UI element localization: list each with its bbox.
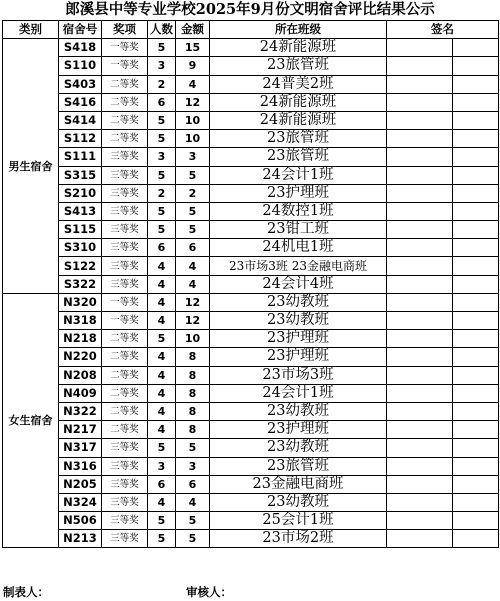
class-name: 23幼教班 xyxy=(210,493,387,511)
signature-cell[interactable] xyxy=(453,130,499,148)
signature-cell[interactable] xyxy=(453,148,499,166)
class-name: 24新能源班 xyxy=(210,39,387,57)
award-level: 二等奖 xyxy=(102,93,148,111)
table-row xyxy=(3,366,499,384)
award-level: 三等奖 xyxy=(102,239,148,257)
signature-cell[interactable] xyxy=(387,184,453,202)
class-name: 23旅管班 xyxy=(210,57,387,75)
room-number: N205 xyxy=(59,475,102,493)
signature-cell[interactable] xyxy=(387,457,453,475)
award-level: 三等奖 xyxy=(102,184,148,202)
amount-value: 9 xyxy=(176,57,210,75)
people-count: 5 xyxy=(148,130,176,148)
people-count: 5 xyxy=(148,39,176,57)
signature-cell[interactable] xyxy=(387,402,453,420)
signature-cell[interactable] xyxy=(453,75,499,93)
award-level: 三等奖 xyxy=(102,493,148,511)
header-sign: 签名 xyxy=(387,21,499,39)
room-number: S210 xyxy=(59,184,102,202)
signature-cell[interactable] xyxy=(453,475,499,493)
signature-cell[interactable] xyxy=(387,384,453,402)
table-row xyxy=(3,439,499,457)
class-name: 24普美2班 xyxy=(210,75,387,93)
signature-cell[interactable] xyxy=(453,257,499,275)
signature-cell[interactable] xyxy=(453,57,499,75)
signature-cell[interactable] xyxy=(387,75,453,93)
room-number: S112 xyxy=(59,130,102,148)
amount-value: 5 xyxy=(176,202,210,220)
header-room: 宿舍号 xyxy=(59,21,102,39)
table-row xyxy=(3,39,499,57)
table-row xyxy=(3,330,499,348)
signature-cell[interactable] xyxy=(453,312,499,330)
room-number: N317 xyxy=(59,439,102,457)
people-count: 5 xyxy=(148,221,176,239)
amount-value: 4 xyxy=(176,275,210,293)
signature-cell[interactable] xyxy=(387,512,453,530)
table-row xyxy=(3,166,499,184)
award-level: 三等奖 xyxy=(102,221,148,239)
award-level: 一等奖 xyxy=(102,293,148,311)
table-row xyxy=(3,457,499,475)
footer-maker-label: 制表人： xyxy=(3,585,49,599)
room-number: S413 xyxy=(59,202,102,220)
class-name: 23市场3班 23金融电商班 xyxy=(210,257,387,275)
award-level: 二等奖 xyxy=(102,330,148,348)
table-body xyxy=(3,39,499,548)
class-name: 23护理班 xyxy=(210,330,387,348)
header-people: 人数 xyxy=(148,21,176,39)
signature-cell[interactable] xyxy=(387,93,453,111)
room-number: N506 xyxy=(59,512,102,530)
signature-cell[interactable] xyxy=(453,93,499,111)
award-level: 二等奖 xyxy=(102,130,148,148)
signature-cell[interactable] xyxy=(453,221,499,239)
amount-value: 3 xyxy=(176,148,210,166)
signature-cell[interactable] xyxy=(453,439,499,457)
room-number: N320 xyxy=(59,293,102,311)
amount-value: 4 xyxy=(176,75,210,93)
award-level: 二等奖 xyxy=(102,348,148,366)
header-amount: 金额 xyxy=(176,21,210,39)
people-count: 4 xyxy=(148,384,176,402)
signature-cell[interactable] xyxy=(453,421,499,439)
people-count: 5 xyxy=(148,111,176,129)
room-number: S416 xyxy=(59,93,102,111)
room-number: N220 xyxy=(59,348,102,366)
signature-cell[interactable] xyxy=(453,512,499,530)
class-name: 23旅管班 xyxy=(210,457,387,475)
table-row xyxy=(3,93,499,111)
signature-cell[interactable] xyxy=(387,202,453,220)
table-row xyxy=(3,348,499,366)
people-count: 3 xyxy=(148,57,176,75)
people-count: 5 xyxy=(148,202,176,220)
people-count: 4 xyxy=(148,366,176,384)
amount-value: 5 xyxy=(176,512,210,530)
signature-cell[interactable] xyxy=(387,148,453,166)
people-count: 4 xyxy=(148,293,176,311)
people-count: 4 xyxy=(148,312,176,330)
amount-value: 6 xyxy=(176,239,210,257)
amount-value: 5 xyxy=(176,439,210,457)
amount-value: 10 xyxy=(176,330,210,348)
signature-cell[interactable] xyxy=(453,39,499,57)
award-level: 二等奖 xyxy=(102,402,148,420)
room-number: S418 xyxy=(59,39,102,57)
table-row xyxy=(3,530,499,548)
award-level: 三等奖 xyxy=(102,257,148,275)
award-level: 三等奖 xyxy=(102,166,148,184)
signature-cell[interactable] xyxy=(387,493,453,511)
room-number: N318 xyxy=(59,312,102,330)
class-name: 23市场2班 xyxy=(210,530,387,548)
room-number: S111 xyxy=(59,148,102,166)
signature-cell[interactable] xyxy=(453,330,499,348)
class-name: 23幼教班 xyxy=(210,402,387,420)
people-count: 6 xyxy=(148,475,176,493)
amount-value: 10 xyxy=(176,111,210,129)
room-number: S310 xyxy=(59,239,102,257)
class-name: 23幼教班 xyxy=(210,293,387,311)
class-name: 24数控1班 xyxy=(210,202,387,220)
amount-value: 12 xyxy=(176,293,210,311)
signature-cell[interactable] xyxy=(387,39,453,57)
room-number: S115 xyxy=(59,221,102,239)
table-row xyxy=(3,111,499,129)
signature-cell[interactable] xyxy=(387,57,453,75)
signature-cell[interactable] xyxy=(387,312,453,330)
table-row xyxy=(3,148,499,166)
people-count: 4 xyxy=(148,402,176,420)
table-row xyxy=(3,130,499,148)
award-level: 三等奖 xyxy=(102,275,148,293)
table-row xyxy=(3,275,499,293)
class-name: 23旅管班 xyxy=(210,130,387,148)
class-name: 23幼教班 xyxy=(210,312,387,330)
class-name: 25会计1班 xyxy=(210,512,387,530)
award-level: 一等奖 xyxy=(102,312,148,330)
amount-value: 8 xyxy=(176,366,210,384)
signature-cell[interactable] xyxy=(453,348,499,366)
signature-cell[interactable] xyxy=(387,366,453,384)
header-row xyxy=(3,21,499,39)
class-name: 23钳工班 xyxy=(210,221,387,239)
amount-value: 12 xyxy=(176,93,210,111)
amount-value: 12 xyxy=(176,312,210,330)
class-name: 23旅管班 xyxy=(210,148,387,166)
class-name: 23金融电商班 xyxy=(210,475,387,493)
signature-cell[interactable] xyxy=(453,402,499,420)
award-level: 一等奖 xyxy=(102,39,148,57)
table-row xyxy=(3,75,499,93)
signature-cell[interactable] xyxy=(453,457,499,475)
table-row xyxy=(3,312,499,330)
award-level: 二等奖 xyxy=(102,111,148,129)
amount-value: 10 xyxy=(176,130,210,148)
table-row xyxy=(3,239,499,257)
award-level: 三等奖 xyxy=(102,475,148,493)
signature-cell[interactable] xyxy=(453,111,499,129)
people-count: 5 xyxy=(148,512,176,530)
header-award: 奖项 xyxy=(102,21,148,39)
amount-value: 8 xyxy=(176,384,210,402)
people-count: 6 xyxy=(148,93,176,111)
room-number: S110 xyxy=(59,57,102,75)
class-name: 24新能源班 xyxy=(210,111,387,129)
room-number: S403 xyxy=(59,75,102,93)
table-row xyxy=(3,293,499,311)
people-count: 4 xyxy=(148,493,176,511)
signature-cell[interactable] xyxy=(387,421,453,439)
signature-cell[interactable] xyxy=(387,530,453,548)
people-count: 4 xyxy=(148,275,176,293)
people-count: 5 xyxy=(148,330,176,348)
signature-cell[interactable] xyxy=(453,293,499,311)
signature-cell[interactable] xyxy=(387,221,453,239)
people-count: 3 xyxy=(148,148,176,166)
room-number: N322 xyxy=(59,402,102,420)
table-row xyxy=(3,402,499,420)
footer xyxy=(0,584,500,601)
room-number: N218 xyxy=(59,330,102,348)
footer-checker-label: 审核人： xyxy=(186,585,232,599)
signature-cell[interactable] xyxy=(387,475,453,493)
room-number: S322 xyxy=(59,275,102,293)
people-count: 3 xyxy=(148,457,176,475)
signature-cell[interactable] xyxy=(387,166,453,184)
people-count: 4 xyxy=(148,348,176,366)
signature-cell[interactable] xyxy=(453,366,499,384)
award-level: 三等奖 xyxy=(102,202,148,220)
table-row xyxy=(3,493,499,511)
people-count: 5 xyxy=(148,166,176,184)
class-name: 24会计1班 xyxy=(210,384,387,402)
class-name: 24会计1班 xyxy=(210,166,387,184)
table-row xyxy=(3,384,499,402)
room-number: S414 xyxy=(59,111,102,129)
class-name: 23护理班 xyxy=(210,184,387,202)
room-number: S122 xyxy=(59,257,102,275)
people-count: 5 xyxy=(148,530,176,548)
class-name: 23护理班 xyxy=(210,421,387,439)
people-count: 4 xyxy=(148,257,176,275)
amount-value: 8 xyxy=(176,402,210,420)
award-level: 二等奖 xyxy=(102,421,148,439)
amount-value: 4 xyxy=(176,257,210,275)
room-number: N409 xyxy=(59,384,102,402)
table-row xyxy=(3,221,499,239)
class-name: 24会计4班 xyxy=(210,275,387,293)
class-name: 23幼教班 xyxy=(210,439,387,457)
table-row xyxy=(3,57,499,75)
room-number: S315 xyxy=(59,166,102,184)
signature-cell[interactable] xyxy=(453,493,499,511)
signature-cell[interactable] xyxy=(453,384,499,402)
header-category: 类别 xyxy=(3,21,59,39)
signature-cell[interactable] xyxy=(387,111,453,129)
amount-value: 6 xyxy=(176,475,210,493)
signature-cell[interactable] xyxy=(453,166,499,184)
signature-cell[interactable] xyxy=(453,530,499,548)
table-row xyxy=(3,202,499,220)
award-level: 二等奖 xyxy=(102,384,148,402)
amount-value: 8 xyxy=(176,348,210,366)
signature-cell[interactable] xyxy=(387,348,453,366)
amount-value: 3 xyxy=(176,457,210,475)
signature-cell[interactable] xyxy=(453,275,499,293)
signature-cell[interactable] xyxy=(387,330,453,348)
award-level: 三等奖 xyxy=(102,512,148,530)
category-label: 男生宿舍 xyxy=(3,39,59,294)
people-count: 6 xyxy=(148,239,176,257)
signature-cell[interactable] xyxy=(387,439,453,457)
people-count: 2 xyxy=(148,75,176,93)
class-name: 24新能源班 xyxy=(210,93,387,111)
award-level: 三等奖 xyxy=(102,148,148,166)
signature-cell[interactable] xyxy=(453,184,499,202)
award-level: 三等奖 xyxy=(102,439,148,457)
award-level: 三等奖 xyxy=(102,530,148,548)
signature-cell[interactable] xyxy=(387,130,453,148)
signature-cell[interactable] xyxy=(453,239,499,257)
room-number: N208 xyxy=(59,366,102,384)
award-level: 三等奖 xyxy=(102,457,148,475)
signature-cell[interactable] xyxy=(387,257,453,275)
amount-value: 5 xyxy=(176,221,210,239)
category-label: 女生宿舍 xyxy=(3,293,59,548)
results-table xyxy=(2,20,499,548)
amount-value: 4 xyxy=(176,493,210,511)
class-name: 24机电1班 xyxy=(210,239,387,257)
signature-cell[interactable] xyxy=(387,293,453,311)
page-title: 郎溪县中等专业学校2025年9月份文明宿舍评比结果公示 xyxy=(65,1,435,18)
people-count: 5 xyxy=(148,439,176,457)
people-count: 4 xyxy=(148,421,176,439)
class-name: 23护理班 xyxy=(210,348,387,366)
signature-cell[interactable] xyxy=(453,202,499,220)
room-number: N324 xyxy=(59,493,102,511)
table-row xyxy=(3,421,499,439)
signature-cell[interactable] xyxy=(387,239,453,257)
award-level: 二等奖 xyxy=(102,75,148,93)
amount-value: 5 xyxy=(176,166,210,184)
table-row xyxy=(3,257,499,275)
people-count: 2 xyxy=(148,184,176,202)
header-class: 所在班级 xyxy=(210,21,387,39)
room-number: N217 xyxy=(59,421,102,439)
room-number: N316 xyxy=(59,457,102,475)
class-name: 23市场3班 xyxy=(210,366,387,384)
amount-value: 2 xyxy=(176,184,210,202)
award-level: 一等奖 xyxy=(102,57,148,75)
amount-value: 15 xyxy=(176,39,210,57)
room-number: N213 xyxy=(59,530,102,548)
amount-value: 8 xyxy=(176,421,210,439)
table-row xyxy=(3,512,499,530)
signature-cell[interactable] xyxy=(387,275,453,293)
award-level: 二等奖 xyxy=(102,366,148,384)
amount-value: 5 xyxy=(176,530,210,548)
table-row xyxy=(3,475,499,493)
table-row xyxy=(3,184,499,202)
